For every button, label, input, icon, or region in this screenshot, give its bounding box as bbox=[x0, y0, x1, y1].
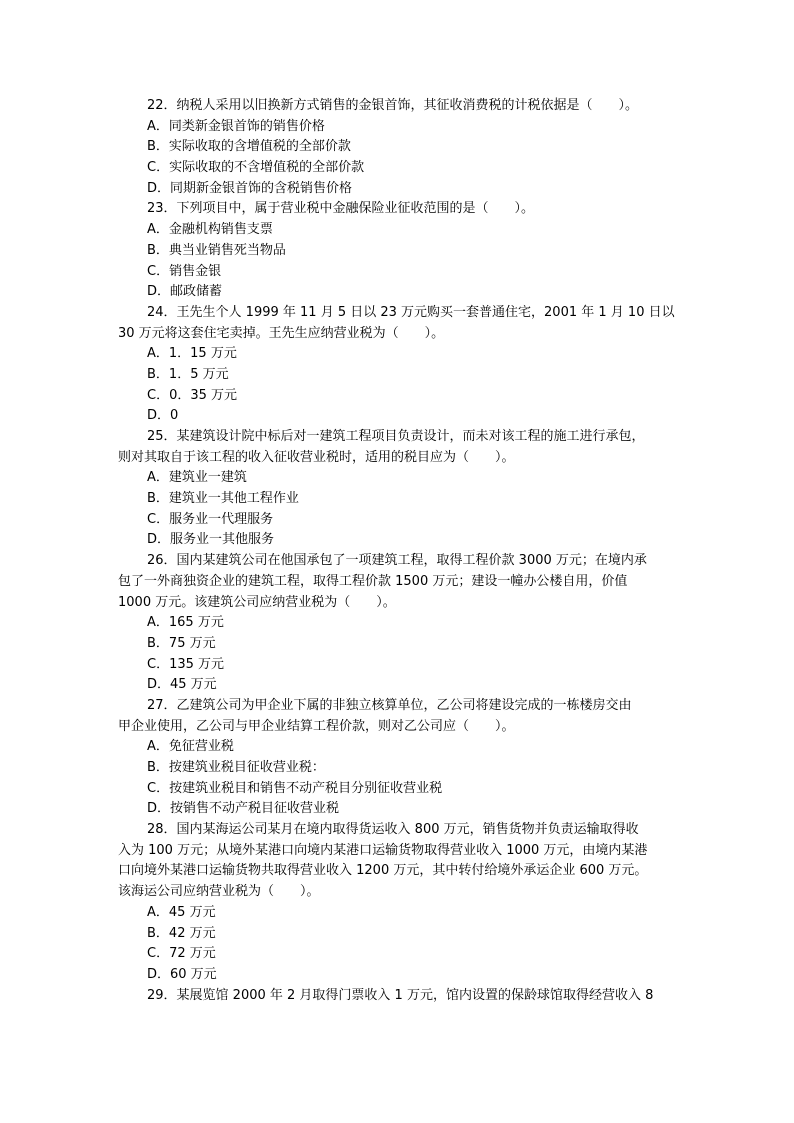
option-d: D．45 万元 bbox=[147, 677, 217, 693]
option-a: A．165 万元 bbox=[147, 615, 224, 631]
option-c: C．实际收取的不含增值税的全部价款 bbox=[147, 160, 365, 176]
question-23 bbox=[118, 199, 678, 302]
question-stem-continued: 包了一外商独资企业的建筑工程，取得工程价款 1500 万元；建设一幢办公楼自用，价值 bbox=[118, 573, 628, 589]
question-stem-continued: 30 万元将这套住宅卖掉。王先生应纳营业税为（ ）。 bbox=[118, 325, 445, 341]
question-stem-continued: 该海运公司应纳营业税为（ ）。 bbox=[118, 884, 320, 900]
question-29 bbox=[118, 986, 678, 1007]
question-25 bbox=[118, 427, 678, 551]
option-c: C．135 万元 bbox=[147, 656, 225, 672]
question-stem-continued: 1000 万元。该建筑公司应纳营业税为（ ）。 bbox=[118, 594, 396, 610]
option-d: D．邮政储蓄 bbox=[147, 284, 223, 300]
option-d: D．60 万元 bbox=[147, 966, 217, 982]
option-c: C．0．35 万元 bbox=[147, 387, 238, 403]
option-a: A．建筑业一建筑 bbox=[147, 470, 247, 486]
question-stem-continued: 则对其取自于该工程的收入征收营业税时，适用的税目应为（ ）。 bbox=[118, 449, 515, 465]
option-c: C．销售金银 bbox=[147, 263, 222, 279]
question-stem-continued: 甲企业使用，乙公司与甲企业结算工程价款，则对乙公司应（ ）。 bbox=[118, 718, 515, 734]
option-d: D．同期新金银首饰的含税销售价格 bbox=[147, 180, 353, 196]
option-a: A．免征营业税 bbox=[147, 739, 234, 755]
question-stem: 27．乙建筑公司为甲企业下属的非独立核算单位，乙公司将建设完成的一栋楼房交由 bbox=[147, 697, 632, 713]
question-26 bbox=[118, 551, 678, 696]
option-b: B．建筑业一其他工程作业 bbox=[147, 491, 299, 507]
option-a: A．同类新金银首饰的销售价格 bbox=[147, 118, 325, 134]
question-stem: 23．下列项目中，属于营业税中金融保险业征收范围的是（ ）。 bbox=[147, 201, 535, 217]
question-stem: 28．国内某海运公司某月在境内取得货运收入 800 万元，销售货物并负责运输取得收 bbox=[147, 822, 639, 838]
option-d: D．服务业一其他服务 bbox=[147, 532, 275, 548]
question-28 bbox=[118, 820, 678, 986]
option-a: A．金融机构销售支票 bbox=[147, 222, 273, 238]
option-b: B．实际收取的含增值税的全部价款 bbox=[147, 139, 351, 155]
option-c: C．服务业一代理服务 bbox=[147, 511, 274, 527]
option-d: D．按销售不动产税目征收营业税 bbox=[147, 801, 340, 817]
question-stem: 25．某建筑设计院中标后对一建筑工程项目负责设计，而未对该工程的施工进行承包， bbox=[147, 429, 645, 444]
question-stem: 29．某展览馆 2000 年 2 月取得门票收入 1 万元，馆内设置的保龄球馆取得经营收入 8 bbox=[147, 987, 654, 1003]
option-b: B．典当业销售死当物品 bbox=[147, 242, 286, 258]
question-stem: 26．国内某建筑公司在他国承包了一项建筑工程，取得工程价款 3000 万元；在境内承 bbox=[147, 553, 647, 569]
question-27 bbox=[118, 696, 678, 820]
option-b: B．75 万元 bbox=[147, 635, 216, 651]
option-c: C．按建筑业税目和销售不动产税目分别征收营业税 bbox=[147, 780, 443, 796]
option-a: A．45 万元 bbox=[147, 904, 216, 920]
option-b: B．按建筑业税目征收营业税： bbox=[147, 760, 325, 775]
question-stem: 22．纳税人采用以旧换新方式销售的金银首饰，其征收消费税的计税依据是（ ）。 bbox=[147, 98, 639, 113]
question-22 bbox=[118, 96, 678, 199]
question-list bbox=[118, 96, 678, 1006]
option-b: B．42 万元 bbox=[147, 925, 216, 941]
question-stem-continued: 口向境外某港口运输货物共取得营业收入 1200 万元，其中转付给境外承运企业 600 万元。 bbox=[118, 863, 648, 879]
question-stem: 24．王先生个人 1999 年 11 月 5 日以 23 万元购买一套普通住宅，2001 年 1 月 10 日以 bbox=[147, 304, 675, 320]
question-24 bbox=[118, 303, 678, 427]
option-b: B．1．5 万元 bbox=[147, 366, 229, 382]
question-stem-continued: 入为 100 万元；从境外某港口向境内某港口运输货物取得营业收入 1000 万元，由境内某港 bbox=[118, 842, 648, 858]
option-c: C．72 万元 bbox=[147, 946, 216, 962]
option-d: D．0 bbox=[147, 408, 179, 424]
option-a: A．1．15 万元 bbox=[147, 346, 237, 362]
